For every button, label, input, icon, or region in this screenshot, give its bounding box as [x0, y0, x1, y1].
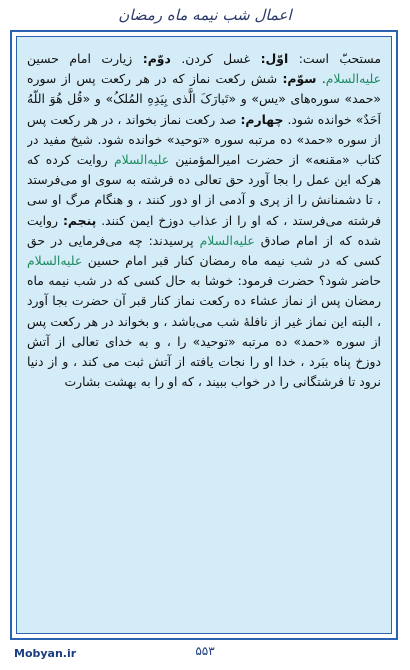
text-panel: [16, 36, 392, 634]
site-watermark: Mobyan.ir: [14, 647, 77, 660]
honorific-glyph: عليه‌السلام: [27, 253, 83, 269]
item-fifth-label: پنجم:: [62, 212, 97, 228]
honorific-glyph: عليه‌السلام: [325, 71, 381, 87]
page-header-title: اعمال شب نیمه ماه رمضان: [118, 6, 292, 24]
honorific-glyph: عليه‌السلام: [199, 232, 255, 248]
item-second-label: دوّم:: [142, 51, 171, 66]
item-third-label: سوّم:: [282, 71, 317, 87]
item-first-label: اوّل:: [260, 51, 289, 66]
honorific-glyph: عليه‌السلام: [113, 152, 170, 168]
page-frame: [10, 30, 398, 640]
item-fourth-label: چهارم:: [240, 111, 284, 127]
body-text: مستحبّ است: اوّل: غسل کردن. دوّم: زیارت امام حسین عليه‌السلام. سوّم: شش رکعت نماز که در هر رکعت پس از سوره «حمد» سوره‌های «یس» و «تَبارَکَ الَّذی بِیَدِهِ المُلکُ» و «قُل هُوَ اللّهُ اَحَدٌ» خوانده شود. چهارم: صد رکعت نماز بخواند ، در هر رکعت پس از سوره «حمد» ده مرتبه سوره «توحید» خوانده شود. شیخ مفید در کتاب «مقنعه» از حضرت امیرالمؤمنین عليه‌السلام روایت کرده که هرکه این عمل را بجا آورد حق تعالی ده فرشته به سوی او می‌فرستد ، تا دشمنانش را از پری و آدمی از او دور کنند ، و هنگام مرگ او سی فرشته می‌فرستد ، که او را از عذاب دوزخ ایمن کنند. پنجم: روایت شده که از امام صادق عليه‌السلام پرسیدند: چه می‌فرمایی در حق کسی که در شب نیمه ماه رمضان کنار قبر امام حسین عليه‌السلام حاضر شود؟ حضرت فرمود: خوشا به حال کسی که در شب نیمه ماه رمضان پس از نماز عشاء ده رکعت نماز کنار قبر آن حضرت بجا آورد ، البته این نماز غیر از نافلهٔ شب می‌باشد ، و بخواند در هر رکعت پس از سوره «حمد» ده مرتبه «توحید» را ، و به خدای تعالی از آتش دوزخ پناه ببَرد ، خدا او را نجات یافته از آتش ثبت می کند ، و از دنیا نرود تا فرشتگانی را در خواب ببیند ، که او را به بهشت بشارت: [27, 51, 381, 390]
page-number: ۵۵۳: [195, 644, 215, 658]
